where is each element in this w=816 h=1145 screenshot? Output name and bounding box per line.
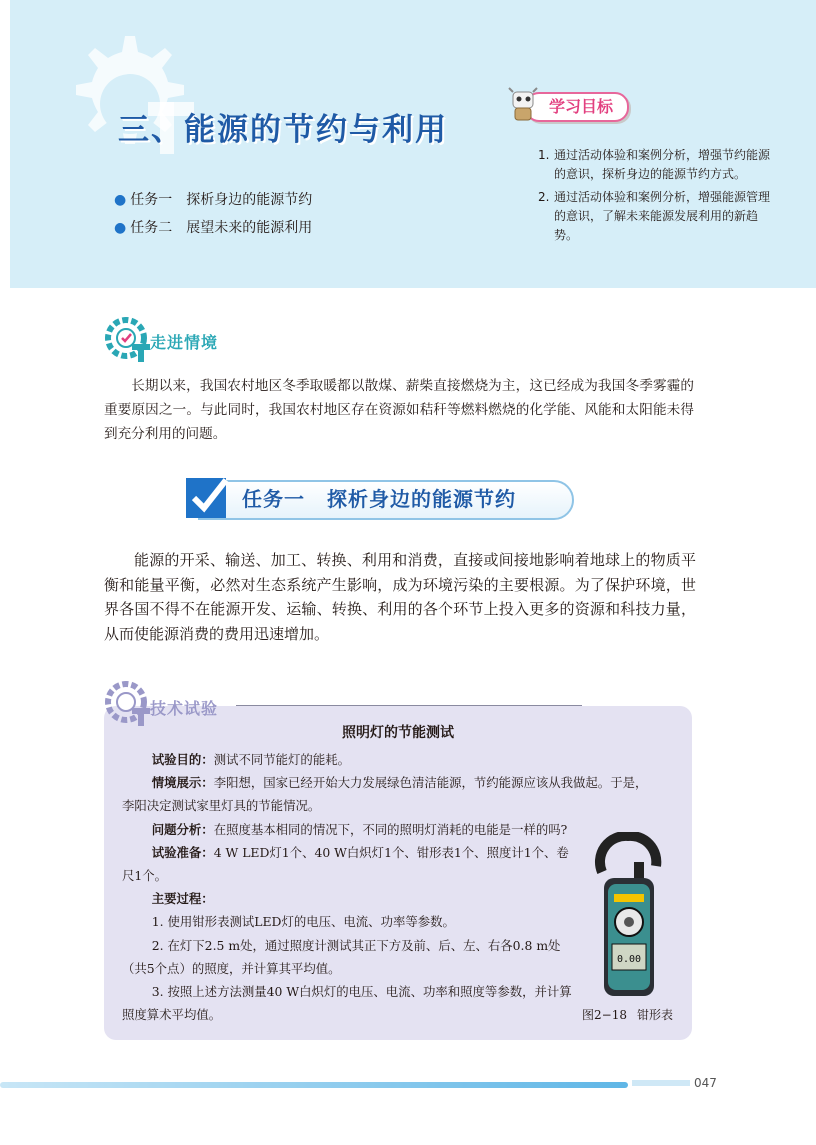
clamp-meter-image [594, 832, 664, 1002]
checkmark-icon [184, 474, 236, 520]
footer-rule-short [632, 1080, 690, 1086]
task1-banner [184, 474, 574, 520]
intro-paragraph: 长期以来，我国农村地区冬季取暖都以散煤、薪柴直接燃烧为主，这已经成为我国冬季雾霾的重要原因之一。与此同时，我国农村地区存在资源如秸秆等燃料燃烧的化学能、风能和太阳能未得到充分利用的问题。 [104, 378, 694, 442]
scenario-gear-icon [104, 316, 152, 364]
learning-goals-badge [507, 86, 631, 122]
task-item: ● 任务二 展望未来的能源利用 [114, 220, 313, 236]
experiment-title: 照明灯的节能测试 [342, 725, 454, 741]
mascot-icon [507, 86, 541, 122]
goal-item: 1. 通过活动体验和案例分析，增强节约能源的意识，探析身边的能源节约方式。 [538, 148, 771, 181]
figure-caption: 图2−18 钳形表 [582, 1008, 673, 1022]
scenario-line: 情境展示：李阳想，国家已经开始大力发展绿色清洁能源，节约能源应该从我做起。于是，李阳决定测试家里灯具的节能情况。 [122, 775, 648, 814]
gear-icon [50, 28, 200, 178]
process-step: 2. 在灯下2.5 m处，通过照度计测试其正下方及前、后、左、右各0.8 m处（共5个点）的照度，并计算其平均值。 [122, 937, 561, 976]
process-step: 1. 使用钳形表测试LED灯的电压、电流、功率等参数。 [151, 914, 455, 930]
task1-heading: 任务一 探析身边的能源节约 [242, 487, 516, 511]
purpose-line: 试验目的：测试不同节能灯的能耗。 [151, 752, 350, 767]
experiment-section-label: 技术试验 [150, 699, 219, 718]
scenario-section-label: 走进情境 [150, 333, 219, 352]
learning-goals-label: 学习目标 [548, 97, 613, 116]
chapter-title: 三、能源的节约与利用 [118, 112, 448, 148]
task-item: ● 任务一 探析身边的能源节约 [114, 192, 313, 208]
bullet-icon: ● [114, 192, 127, 208]
task1-paragraph: 能源的开采、输送、加工、转换、利用和消费，直接或间接地影响着地球上的物质平衡和能量平衡，必然对生态系统产生影响，成为环境污染的主要根源。为了保护环境，世界各国不得不在能源开发、运输、转换、利用的各个环节上投入更多的资源和科技力量，从而使能源消费的费用迅速增加。 [104, 551, 696, 643]
bullet-icon: ● [114, 220, 127, 236]
process-label: 主要过程： [151, 891, 214, 907]
chapter-header [10, 0, 816, 288]
experiment-gear-icon [104, 680, 152, 728]
meter-display: 0.00 [616, 954, 642, 965]
task-list [114, 186, 312, 242]
learning-goals [538, 146, 770, 247]
goal-item: 2. 通过活动体验和案例分析，增强能源管理的意识，了解未来能源发展利用的新趋势。 [538, 190, 771, 242]
prep-line: 试验准备：4 W LED灯1个、40 W白炽灯1个、钳形表1个、照度计1个、卷尺1个。 [122, 844, 569, 884]
page-number: 047 [694, 1076, 717, 1090]
process-step: 3. 按照上述方法测量40 W白炽灯的电压、电流、功率和照度等参数，并计算照度算术平均值。 [122, 984, 572, 1023]
footer-rule [0, 1082, 628, 1088]
divider [236, 705, 582, 706]
problem-line: 问题分析：在照度基本相同的情况下，不同的照明灯消耗的电能是一样的吗? [151, 821, 568, 837]
